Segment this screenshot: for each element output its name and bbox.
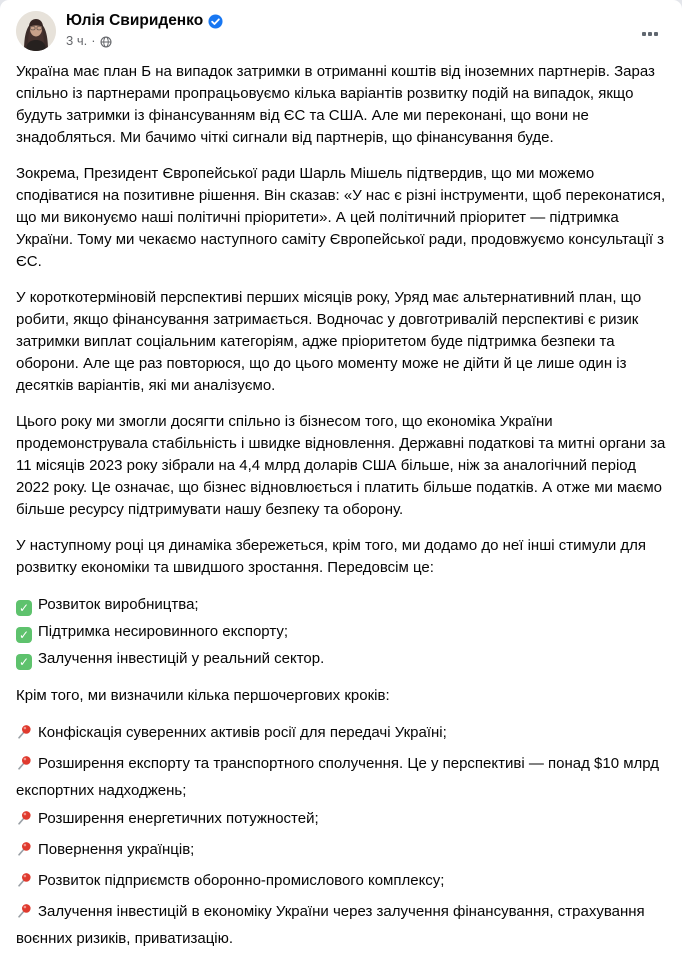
steps-intro: Крім того, ми визначили кілька першочергових кроків: xyxy=(16,687,390,704)
post-paragraph: Зокрема, Президент Європейської ради Шарль Мішель підтвердив, що ми можемо сподіватися на позитивне рішення. Він сказав: «У нас є різні інструменти, щоб переконатися, що ми виконуємо наші політичні пріоритети». А цей політичний пріоритет — підтримка України. Тому ми чекаємо наступного саміту Європейської ради, продовжуємо консультації з ЄС. xyxy=(16,165,666,270)
step-item-text: Розвиток підприємств оборонно-промислового комплексу; xyxy=(38,872,445,889)
post-paragraph: У наступному році ця динаміка збережеться, крім того, ми додамо до неї інші стимули для розвитку економіки та швидшого зростання. Передовсім це: xyxy=(16,537,647,576)
checklist xyxy=(16,593,666,671)
post-paragraph: Цього року ми змогли досягти спільно із бізнесом того, що економіка України продемонструвала стабільність і швидке відновлення. Державні податкові та митні органи за 11 місяців 2023 року зібрали на 4,4 млрд доларів США більше, ніж за аналогічний період 2022 року. Це означає, що бізнес відновлюється і платить більше податків. А отже ми маємо більше ресурсу підтримувати нашу безпеку та оборону. xyxy=(16,413,666,518)
steps-list xyxy=(16,721,666,951)
avatar-image xyxy=(16,11,56,51)
step-item-text: Розширення експорту та транспортного сполучення. Це у перспективі — понад $10 млрд експортних надходжень; xyxy=(16,755,660,799)
pushpin-icon xyxy=(16,755,32,779)
pushpin-icon xyxy=(16,872,32,896)
step-item xyxy=(16,838,666,865)
verified-badge-icon xyxy=(208,14,223,29)
pushpin-icon xyxy=(16,810,32,834)
post-paragraph: Україна має план Б на випадок затримки в отриманні коштів від іноземних партнерів. Зараз спільно із партнерами пропрацьовуємо кілька варіантів розвитку подій на випадок, якщо будуть затримки із фінансуванням від ЄС та США. Але ми переконані, що вони не знадобляться. Ми бачимо чіткі сигнали від партнерів, що фінансування буде. xyxy=(16,63,655,146)
green-check-icon: ✓ xyxy=(16,627,32,643)
step-item-text: Повернення українців; xyxy=(38,841,195,858)
more-options-button[interactable] xyxy=(632,20,668,48)
step-item xyxy=(16,807,666,834)
post-header xyxy=(0,0,682,55)
avatar[interactable] xyxy=(16,11,56,51)
checklist-item xyxy=(16,620,666,644)
step-item-text: Конфіскація суверенних активів росії для передачі Україні; xyxy=(38,724,447,741)
post-paragraph: У короткотерміновій перспективі перших місяців року, Уряд має альтернативний план, що робити, якщо фінансування затримається. Водночас у довготривалій перспективі є ризик затримки виплат соціальним категоріям, адже пріоритетом буде підтримка безпеки та оборони. Але ще раз повторюся, що до цього моменту може не дійти й це лише один із десятків варіантів, які ми аналізуємо. xyxy=(16,289,642,394)
pushpin-icon xyxy=(16,724,32,748)
pushpin-icon xyxy=(16,903,32,927)
step-item xyxy=(16,900,666,951)
globe-icon xyxy=(100,35,112,47)
pushpin-icon xyxy=(16,841,32,865)
post-body xyxy=(0,55,682,971)
checklist-item xyxy=(16,593,666,617)
step-item xyxy=(16,869,666,896)
checklist-item xyxy=(16,647,666,671)
post-meta xyxy=(66,32,223,49)
checklist-item-text: Розвиток виробництва; xyxy=(38,596,199,613)
step-item xyxy=(16,752,666,803)
step-item xyxy=(16,721,666,748)
meta-separator: · xyxy=(91,33,96,48)
green-check-icon: ✓ xyxy=(16,600,32,616)
author-name[interactable]: Юлія Свириденко xyxy=(66,12,204,29)
checklist-item-text: Залучення інвестицій у реальний сектор. xyxy=(38,650,325,667)
green-check-icon: ✓ xyxy=(16,654,32,670)
checklist-item-text: Підтримка несировинного експорту; xyxy=(38,623,289,640)
header-text xyxy=(66,11,223,49)
step-item-text: Залучення інвестицій в економіку України через залучення фінансування, страхування воєнних ризиків, приватизацію. xyxy=(16,903,645,947)
step-item-text: Розширення енергетичних потужностей; xyxy=(38,810,319,827)
timestamp[interactable]: 3 ч. xyxy=(66,33,88,48)
